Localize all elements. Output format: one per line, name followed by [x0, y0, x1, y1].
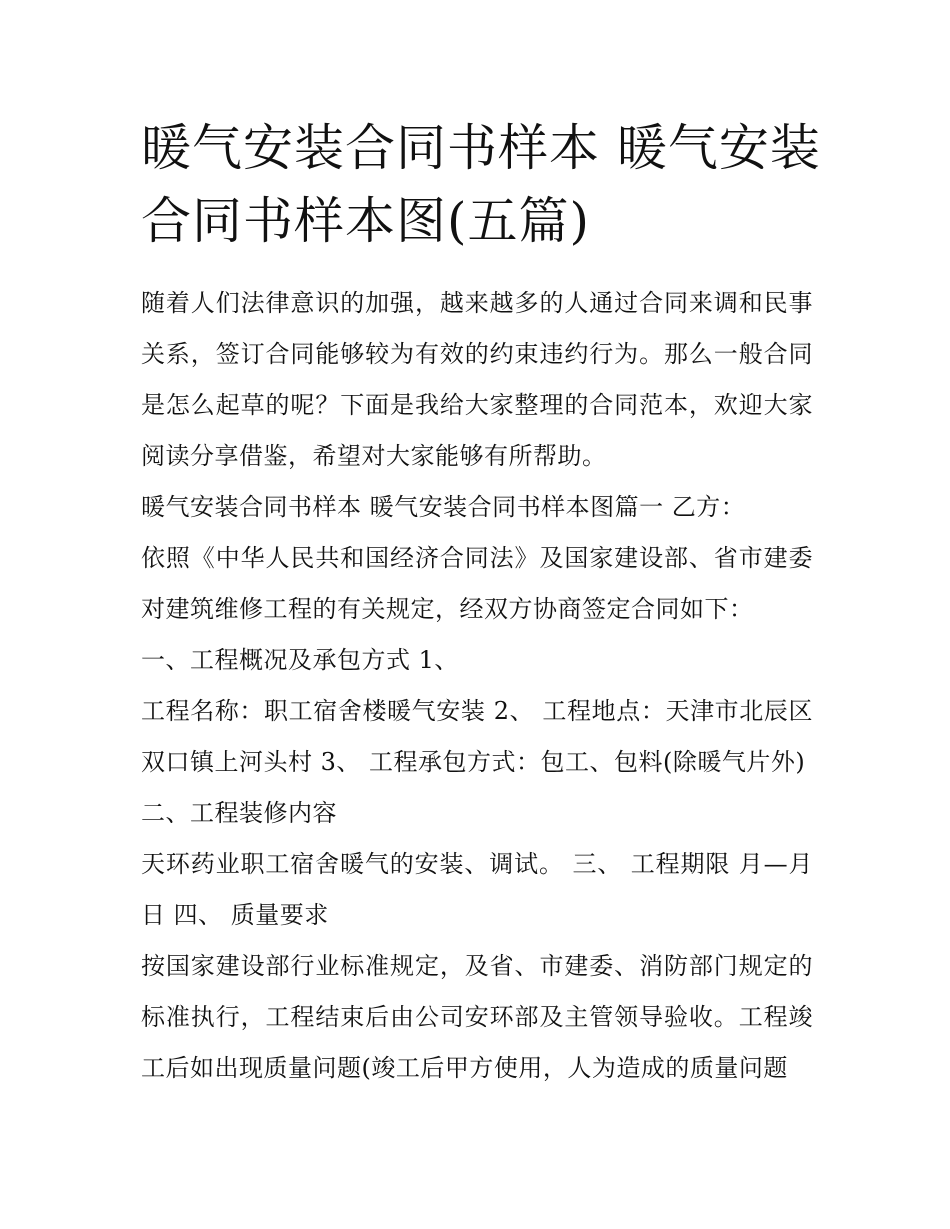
paragraph-clause-1-details: 工程名称：职工宿舍楼暖气安装 2、 工程地点：天津市北辰区双口镇上河头村 3、 工程承包方式：包工、包料(除暖气片外) [141, 697, 813, 776]
document-title: 暖气安装合同书样本 暖气安装合同书样本图(五篇) [141, 119, 821, 250]
paragraph-legal-basis: 依照《中华人民共和国经济合同法》及国家建设部、省市建委对建筑维修工程的有关规定，经双方协商签定合同如下： [141, 544, 813, 623]
paragraph-quality-requirements: 按国家建设部行业标准规定，及省、市建委、消防部门规定的标准执行，工程结束后由公司安环部及主管领导验收。工程竣工后如出现质量问题(竣工后甲方使用，人为造成的质量问题 [141, 952, 813, 1082]
paragraph-clause-2-heading: 二、工程装修内容 [141, 799, 337, 827]
paragraph-clause-1-heading: 一、工程概况及承包方式 1、 [141, 646, 459, 674]
document-body [141, 278, 813, 1094]
paragraph-section-heading: 暖气安装合同书样本 暖气安装合同书样本图篇一 乙方： [141, 493, 746, 521]
paragraph-intro: 随着人们法律意识的加强，越来越多的人通过合同来调和民事关系，签订合同能够较为有效的约束违约行为。那么一般合同是怎么起草的呢？下面是我给大家整理的合同范本，欢迎大家阅读分享借鉴，希望对大家能够有所帮助。 [141, 289, 813, 470]
paragraph-clause-2-3-4: 天环药业职工宿舍暖气的安装、调试。 三、 工程期限 月—月日 四、 质量要求 [141, 850, 813, 929]
